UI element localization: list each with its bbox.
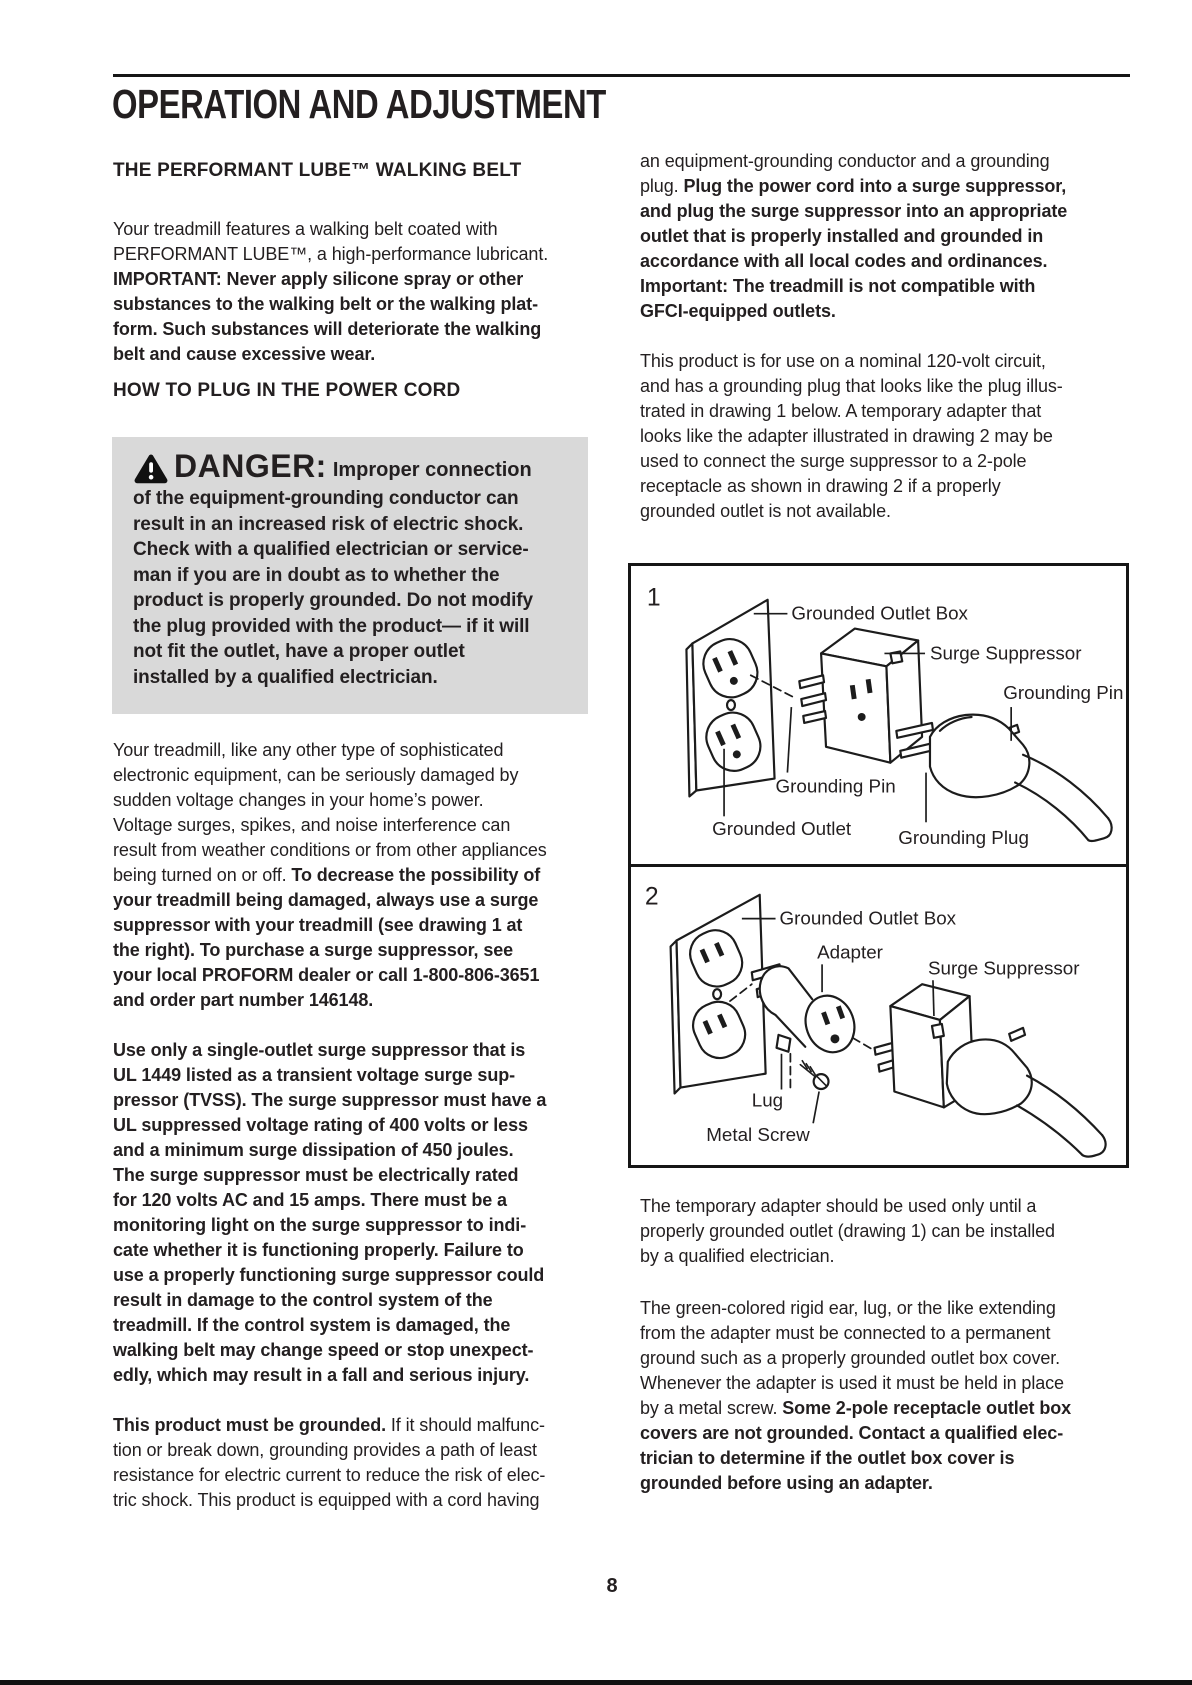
label-adapter: Adapter xyxy=(817,941,883,963)
drawing-1-number: 1 xyxy=(646,584,661,612)
label-grounding-pin-bottom: Grounding Pin xyxy=(775,775,896,797)
page-number: 8 xyxy=(606,1575,618,1597)
label-surge-suppressor-2: Surge Suppressor xyxy=(928,957,1080,979)
label-metal-screw: Metal Screw xyxy=(706,1124,810,1146)
label-grounded-outlet-box-2: Grounded Outlet Box xyxy=(779,907,957,929)
danger-warning-box xyxy=(112,437,588,714)
adapter xyxy=(752,964,862,1059)
para-surge-suppressor: Your treadmill, like any other type of sophisticated electronic equipment, can be seriously damaged by sudden voltage changes in your home’s power. Voltage surges, spikes, and noise interference can result from weather conditions or from other appliances being turned on or off. To decrease the possibility of your treadmill being damaged, always use a surge suppressor with your treadmill (see drawing 1 at the right). To purchase a surge suppressor, see your local PROFORM dealer or call 1-800-806-3651 and order part number 146148. xyxy=(113,740,547,1010)
danger-body-text: of the equipment-grounding conductor can result in an increased risk of electric shock. Check with a qualified electrician or service- man if you are in doubt as to whether the product is properly grounded. Do not modify the plug provided with the product— if it will not fit the outlet, have a proper outlet installed by a qualified electrician. xyxy=(133,488,533,688)
para-temporary-adapter: The temporary adapter should be used only until a properly grounded outlet (drawing 1) can be installed by a qualified electrician. xyxy=(640,1196,1055,1266)
drawing-2-number: 2 xyxy=(644,883,659,911)
label-grounding-pin-top: Grounding Pin xyxy=(1003,682,1124,704)
label-lug: Lug xyxy=(751,1089,784,1111)
danger-intro-text: Improper connection xyxy=(332,458,532,481)
surge-suppressor xyxy=(799,629,922,763)
danger-label: DANGER: xyxy=(174,448,327,484)
danger-heading-row xyxy=(133,437,570,483)
para-must-be-grounded: This product must be grounded. If it should malfunc- tion or break down, grounding provides a path of least resistance for electric current to reduce the risk of elec- tric shock. This product is equipped with a cord having xyxy=(113,1415,546,1510)
para-120-volt: This product is for use on a nominal 120-volt circuit, and has a grounding plug that looks like the plug illus- trated in drawing 1 below. A temporary adapter that looks like the adapter illustrated in drawing 2 may be used to connect the surge suppressor to a 2-pole receptacle as shown in drawing 2 if a properly grounded outlet is not available. xyxy=(640,351,1063,521)
power-plug-2 xyxy=(947,1028,1106,1157)
para-walking-belt: Your treadmill features a walking belt coated with PERFORMANT LUBE™, a high-performance lubricant. IMPORTANT: Never apply silicone spray or other substances to the walking belt or the walking plat- form. Such substances will deteriorate the walking belt and cause excessive wear. xyxy=(113,219,549,364)
metal-screw xyxy=(800,1061,828,1089)
plate-screw-2 xyxy=(713,989,721,999)
drawing-1-grounded-plug xyxy=(631,566,1126,864)
power-cable-2 xyxy=(1027,1076,1102,1136)
label-surge-suppressor-1: Surge Suppressor xyxy=(929,642,1082,664)
label-grounding-plug: Grounding Plug xyxy=(898,827,1029,849)
power-cable xyxy=(1023,755,1108,819)
drawing-2-adapter xyxy=(631,864,1126,1165)
para-use-only: Use only a single-outlet surge suppressor that is UL 1449 listed as a transient voltage surge sup- pressor (TVSS). The surge suppressor must have a UL suppressed voltage rating of 400 volts or less and a minimum surge dissipation of 450 joules. The surge suppressor must be electrically rated for 120 volts AC and 15 amps. There must be a monitoring light on the surge suppressor to indi- cate whether it is functioning properly. Failure to use a properly functioning surge suppressor could result in damage to the control system of the treadmill. If the control system is damaged, the walking belt may change speed or stop unexpect- edly, which may result in a fall and serious injury. xyxy=(113,1040,547,1385)
page-bottom-edge xyxy=(0,1680,1192,1685)
warning-triangle-icon xyxy=(133,453,169,484)
alignment-dash-4 xyxy=(853,1038,877,1052)
lug xyxy=(777,1035,791,1088)
wiring-diagrams-figure xyxy=(628,563,1129,1168)
label-grounded-outlet: Grounded Outlet xyxy=(712,818,852,840)
para-green-lug: The green-colored rigid ear, lug, or the like extending from the adapter must be connected to a permanent ground such as a properly grounded outlet box cover. Whenever the adapter is used it must be held in place by a metal screw. Some 2-pole receptacle outlet box covers are not grounded. Contact a qualified elec- trician to determine if the outlet box cover is grounded before using an adapter. xyxy=(640,1298,1072,1493)
heading-walking-belt: THE PERFORMANT LUBE™ WALKING BELT xyxy=(113,160,522,181)
plate-screw xyxy=(727,700,735,710)
label-grounded-outlet-box-1: Grounded Outlet Box xyxy=(791,602,968,624)
heading-power-cord: HOW TO PLUG IN THE POWER CORD xyxy=(113,380,461,401)
title-rule xyxy=(113,74,1130,77)
para-grounding-plug: an equipment-grounding conductor and a grounding plug. Plug the power cord into a surge suppressor, and plug the surge suppressor into an appropriate outlet that is properly installed and grounded in accordance with all local codes and ordinances. Important: The treadmill is not compatible with GFCI-equipped outlets. xyxy=(640,151,1068,321)
page-title: OPERATION AND ADJUSTMENT xyxy=(112,81,606,127)
grounding-plug xyxy=(896,715,1111,841)
